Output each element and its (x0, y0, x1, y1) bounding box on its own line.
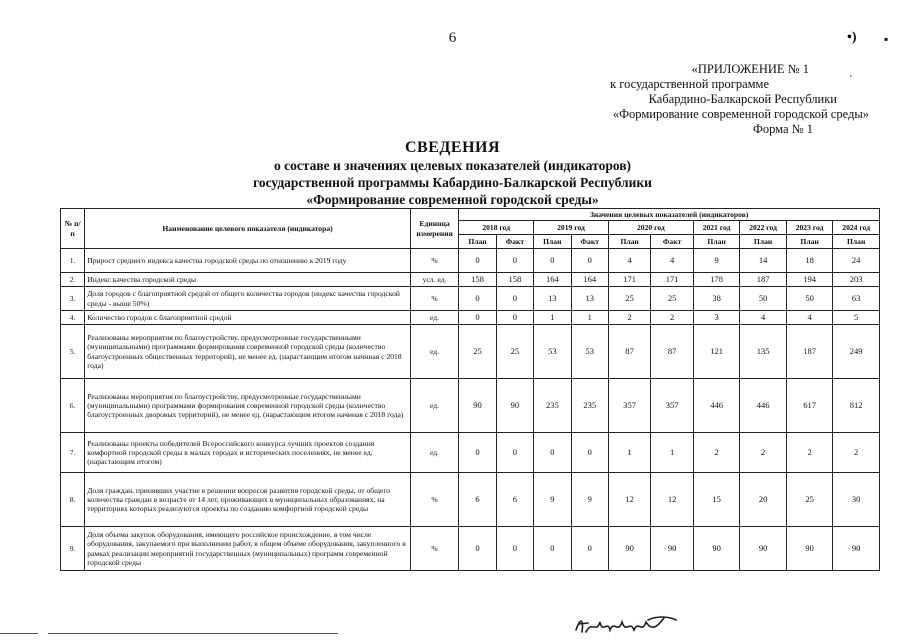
indicator-value: 38 (693, 287, 740, 311)
header-plan: План (786, 235, 833, 249)
indicator-unit: % (410, 473, 459, 527)
indicator-value: 158 (459, 273, 496, 287)
indicator-value: 2 (608, 311, 650, 325)
indicator-value: 90 (833, 527, 880, 571)
row-number: 2. (61, 273, 85, 287)
indicator-value: 0 (534, 527, 571, 571)
indicator-value: 0 (496, 287, 533, 311)
indicator-value: 25 (608, 287, 650, 311)
indicator-value: 24 (833, 249, 880, 273)
indicator-value: 812 (833, 379, 880, 433)
indicator-value: 15 (693, 473, 740, 527)
indicator-value: 4 (786, 311, 833, 325)
indicator-name: Реализованы проекты победителей Всероссийского конкурса лучших проектов создания комфортной городской среды в малых городах и исторических поселениях, не менее ед. (нарастающим итогом) (85, 433, 411, 473)
indicator-value: 12 (608, 473, 650, 527)
table-row (61, 433, 880, 473)
row-number: 4. (61, 311, 85, 325)
indicator-value: 357 (608, 379, 650, 433)
indicator-value: 0 (459, 527, 496, 571)
title-line: государственной программы Кабардино-Балкарской Республики (253, 175, 652, 190)
indicator-value: 53 (571, 325, 608, 379)
indicator-name: Доля городов с благоприятной средой от общего количества городов (индекс качества городской среды - выше 50%) (85, 287, 411, 311)
indicator-value: 13 (571, 287, 608, 311)
indicator-value: 187 (740, 273, 787, 287)
table-row (61, 287, 880, 311)
indicator-unit: ед. (410, 379, 459, 433)
scan-mark: ' (850, 74, 852, 85)
indicator-value: 0 (571, 249, 608, 273)
header-plan: План (534, 235, 571, 249)
table-row (61, 527, 880, 571)
table-row (61, 325, 880, 379)
indicator-value: 4 (651, 249, 693, 273)
indicator-value: 0 (459, 311, 496, 325)
indicator-value: 2 (740, 433, 787, 473)
indicator-value: 3 (693, 311, 740, 325)
header-name: Наименование целевого показателя (индикатора) (85, 209, 411, 249)
indicator-name: Реализованы мероприятия по благоустройству, предусмотренные государственными (муниципальными) программами формирования современной городской среды (количество благоустроенных общественных территорий), не менее ед. (нарастающим итогом начиная с 2018 года) (85, 325, 411, 379)
document-title (0, 138, 905, 208)
header-year: 2024 год (833, 221, 880, 235)
indicator-unit: усл. ед. (410, 273, 459, 287)
indicator-value: 90 (459, 379, 496, 433)
indicator-unit: % (410, 527, 459, 571)
indicator-value: 25 (496, 325, 533, 379)
indicator-name: Доля граждан, принявших участие в решении вопросов развития городской среды, от общего количества граждан в возрасте от 14 лет, проживающих в муниципальных образованиях, на территориях которых реализуются проекты по созданию комфортной городской среды (85, 473, 411, 527)
indicator-value: 135 (740, 325, 787, 379)
scan-mark: ▪ (884, 32, 889, 46)
indicator-value: 90 (651, 527, 693, 571)
indicator-name: Доля объема закупок оборудования, имеющего российское происхождение, в том числе оборудования, закупаемого при выполнении работ, в общем объеме оборудования, закупленного в рамках реализации мероприятий государственных (муниципальных) программ современной городской среды (85, 527, 411, 571)
indicator-name: Количество городов с благоприятной средой (85, 311, 411, 325)
indicator-value: 0 (534, 249, 571, 273)
header-unit: Единица измерения (410, 209, 459, 249)
indicator-value: 0 (571, 433, 608, 473)
header-year: 2023 год (786, 221, 833, 235)
header-year: 2020 год (608, 221, 693, 235)
indicator-value: 9 (693, 249, 740, 273)
header-fact: Факт (651, 235, 693, 249)
indicator-name: Индекс качества городской среды (85, 273, 411, 287)
indicator-value: 0 (459, 287, 496, 311)
indicator-value: 171 (651, 273, 693, 287)
indicator-value: 20 (740, 473, 787, 527)
indicators-table (60, 208, 880, 571)
indicator-value: 13 (534, 287, 571, 311)
header-fact: Факт (496, 235, 533, 249)
indicator-value: 25 (459, 325, 496, 379)
indicator-value: 90 (740, 527, 787, 571)
indicator-value: 25 (786, 473, 833, 527)
indicator-value: 158 (496, 273, 533, 287)
indicator-unit: ед. (410, 433, 459, 473)
indicator-value: 6 (496, 473, 533, 527)
header-values-group: Значения целевых показателей (индикаторов) (459, 209, 880, 221)
header-plan: План (459, 235, 496, 249)
footer-rule (0, 633, 38, 634)
indicator-value: 235 (534, 379, 571, 433)
indicator-value: 164 (534, 273, 571, 287)
indicator-value: 2 (651, 311, 693, 325)
indicator-value: 50 (786, 287, 833, 311)
indicator-value: 235 (571, 379, 608, 433)
indicator-value: 121 (693, 325, 740, 379)
row-number: 6. (61, 379, 85, 433)
indicator-value: 194 (786, 273, 833, 287)
table-row (61, 273, 880, 287)
signature (572, 612, 682, 638)
indicator-value: 87 (651, 325, 693, 379)
table-row (61, 473, 880, 527)
appendix-header (549, 62, 869, 137)
header-year: 2021 год (693, 221, 740, 235)
form-number: Форма № 1 (753, 122, 813, 136)
indicator-value: 0 (496, 249, 533, 273)
indicator-value: 4 (740, 311, 787, 325)
header-plan: План (693, 235, 740, 249)
indicator-name: Прирост среднего индекса качества городской среды по отношению к 2019 году (85, 249, 411, 273)
header-plan: План (833, 235, 880, 249)
indicator-value: 9 (571, 473, 608, 527)
indicator-value: 90 (786, 527, 833, 571)
indicator-value: 0 (496, 311, 533, 325)
indicator-value: 50 (740, 287, 787, 311)
indicator-value: 2 (833, 433, 880, 473)
header-year: 2022 год (740, 221, 787, 235)
indicator-value: 357 (651, 379, 693, 433)
indicator-value: 187 (786, 325, 833, 379)
indicator-value: 90 (496, 379, 533, 433)
appendix-line: Кабардино-Балкарской Республики (648, 92, 837, 106)
footer-rule (48, 633, 338, 634)
table-row (61, 311, 880, 325)
header-num: № п/п (61, 209, 85, 249)
indicator-value: 12 (651, 473, 693, 527)
row-number: 9. (61, 527, 85, 571)
scan-mark: •) (847, 30, 857, 45)
indicator-value: 87 (608, 325, 650, 379)
indicator-unit: % (410, 287, 459, 311)
appendix-line: «Формирование современной городской среды» (612, 107, 869, 121)
indicator-value: 0 (459, 249, 496, 273)
indicator-value: 446 (693, 379, 740, 433)
table-body (61, 249, 880, 571)
indicator-value: 171 (608, 273, 650, 287)
indicator-value: 178 (693, 273, 740, 287)
indicator-value: 18 (786, 249, 833, 273)
indicator-value: 90 (608, 527, 650, 571)
indicator-value: 1 (534, 311, 571, 325)
page-number: 6 (448, 30, 457, 46)
row-number: 1. (61, 249, 85, 273)
indicator-value: 0 (571, 527, 608, 571)
title-main: СВЕДЕНИЯ (404, 139, 501, 156)
indicator-value: 9 (534, 473, 571, 527)
indicator-value: 1 (608, 433, 650, 473)
indicator-value: 2 (786, 433, 833, 473)
indicator-value: 249 (833, 325, 880, 379)
header-plan: План (608, 235, 650, 249)
indicator-value: 0 (534, 433, 571, 473)
appendix-line: «ПРИЛОЖЕНИЕ № 1 (691, 62, 809, 76)
indicator-value: 1 (571, 311, 608, 325)
indicator-value: 30 (833, 473, 880, 527)
indicator-value: 617 (786, 379, 833, 433)
indicator-unit: % (410, 249, 459, 273)
header-year: 2019 год (534, 221, 609, 235)
row-number: 7. (61, 433, 85, 473)
indicator-value: 0 (459, 433, 496, 473)
indicator-value: 2 (693, 433, 740, 473)
appendix-line: к государственной программе (610, 77, 769, 91)
indicator-name: Реализованы мероприятия по благоустройству, предусмотренные государственными (муниципальными) программами формирования современной городской среды (количество благоустроенных дворовых территорий), не менее ед. (нарастающим итогом начиная с 2018 года) (85, 379, 411, 433)
indicator-value: 63 (833, 287, 880, 311)
table-row (61, 249, 880, 273)
indicator-value: 25 (651, 287, 693, 311)
indicator-value: 446 (740, 379, 787, 433)
indicator-value: 1 (651, 433, 693, 473)
indicator-value: 14 (740, 249, 787, 273)
header-plan: План (740, 235, 787, 249)
row-number: 5. (61, 325, 85, 379)
indicator-value: 0 (496, 527, 533, 571)
indicator-value: 90 (693, 527, 740, 571)
indicator-value: 5 (833, 311, 880, 325)
indicator-value: 164 (571, 273, 608, 287)
indicator-unit: ед. (410, 325, 459, 379)
row-number: 3. (61, 287, 85, 311)
header-year: 2018 год (459, 221, 534, 235)
header-fact: Факт (571, 235, 608, 249)
title-line: о составе и значениях целевых показателей (индикаторов) (273, 158, 632, 173)
indicator-value: 6 (459, 473, 496, 527)
title-line: «Формирование современной городской среды» (306, 192, 599, 207)
indicator-unit: ед. (410, 311, 459, 325)
indicator-value: 0 (496, 433, 533, 473)
table-row (61, 379, 880, 433)
indicator-value: 4 (608, 249, 650, 273)
row-number: 8. (61, 473, 85, 527)
indicator-value: 203 (833, 273, 880, 287)
indicator-value: 53 (534, 325, 571, 379)
